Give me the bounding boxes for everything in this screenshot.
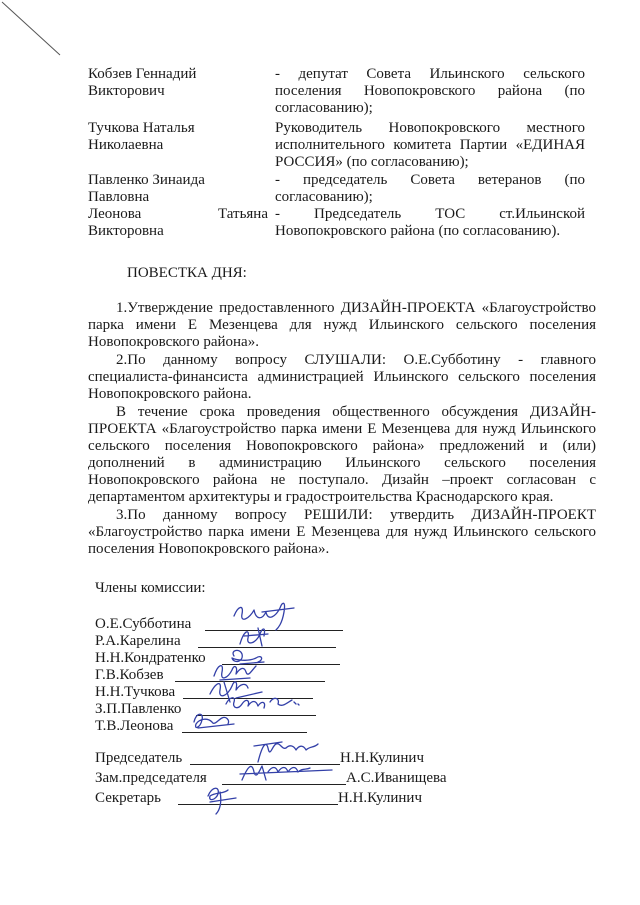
official-name: Н.Н.Кулинич [338,790,422,806]
signatory-row: Т.В.Леонова [95,718,174,734]
member-role: - Председатель ТОС ст.Ильинской Новопокровского района (по согласованию). [275,206,585,239]
handwritten-signature [238,758,338,786]
member-role: - депутат Совета Ильинского сельского поселения Новопокровского района (по согласованию); [275,66,585,116]
official-title: Зам.председателя [95,770,207,786]
agenda-item-2: 2.По данному вопросу СЛУШАЛИ: О.Е.Субботину - главного специалиста-финансиста администрацией Ильинского сельского поселения Новопокровского района. [88,352,596,402]
agenda-discussion-paragraph: В течение срока проведения общественного обсуждения ДИЗАЙН-ПРОЕКТА «Благоустройство парка имени Е Мезенцева для нужд Ильинского сельского поселения Новопокровского района» предложений и (или) дополнений в администрацию Ильинского сельского поселения Новопокровского района не поступало. Дизайн –проект согласован с департаментом архитектуры и градостроительства Краснодарского края. [88,404,596,505]
member-name: Тучкова Наталья Николаевна [88,120,195,153]
signatory-row: О.Е.Субботина [95,616,192,632]
official-title: Секретарь [95,790,162,806]
handwritten-signature [236,624,276,648]
member-role: - председатель Совета ветеранов (по согласованию); [275,172,585,205]
signatory-row: З.П.Павленко [95,701,182,717]
signatory-row: Р.А.Карелина [95,633,181,649]
member-role: Руководитель Новопокровского местного исполнительного комитета Партии «ЕДИНАЯ РОССИЯ» (по согласованию); [275,120,585,170]
official-name: А.С.Иванищева [346,770,447,786]
member-name: Леонова Татьяна Викторовна [88,206,268,239]
members-title: Члены комиссии: [95,580,206,596]
member-name: Кобзев Геннадий Викторович [88,66,197,99]
official-title: Председатель [95,750,183,766]
agenda-item-1: 1.Утверждение предоставленного ДИЗАЙН-ПРОЕКТА «Благоустройство парка имени Е Мезенцева для нужд Ильинского сельского поселения Новопокровского района». [88,300,596,350]
signatory-row: Н.Н.Тучкова [95,684,176,700]
member-name: Павленко Зинаида Павловна [88,172,205,205]
agenda-heading: ПОВЕСТКА ДНЯ: [127,265,247,281]
handwritten-signature [202,782,242,816]
official-name: Н.Н.Кулинич [340,750,424,766]
signatory-row: Н.Н.Кондратенко [95,650,206,666]
page-fold-mark [0,0,70,60]
signatory-row: Г.В.Кобзев [95,667,164,683]
handwritten-signature [190,708,240,734]
agenda-item-3-decision: 3.По данному вопросу РЕШИЛИ: утвердить ДИЗАЙН-ПРОЕКТ «Благоустройство парка имени Е Мезенцева для нужд Ильинского сельского поселения Новопокровского района». [88,507,596,557]
